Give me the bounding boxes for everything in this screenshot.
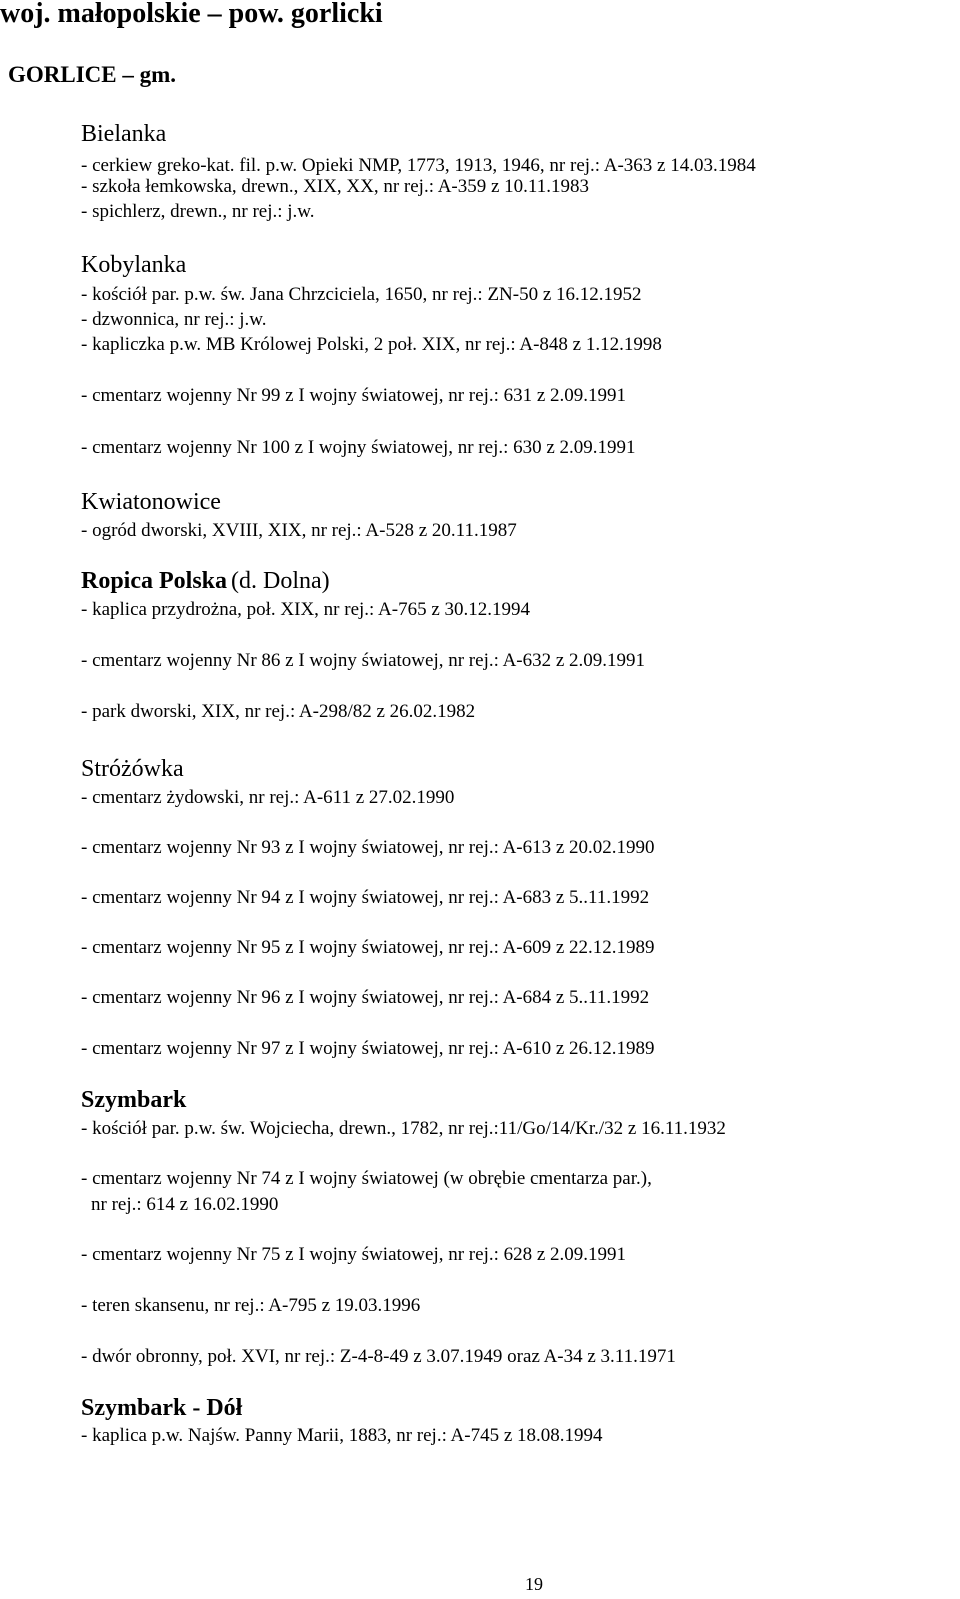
list-item: - cmentarz wojenny Nr 99 z I wojny światowej, nr rej.: 631 z 2.09.1991: [81, 385, 627, 406]
place-name: Ropica Polska: [81, 568, 228, 594]
list-item: - kościół par. p.w. św. Jana Chrzciciela, 1650, nr rej.: ZN-50 z 16.12.1952: [81, 284, 642, 305]
place-heading-strozowka: Stróżówka: [81, 756, 184, 782]
list-item: - cmentarz wojenny Nr 97 z I wojny światowej, nr rej.: A-610 z 26.12.1989: [81, 1038, 655, 1059]
place-heading-szymbark-dol: Szymbark - Dół: [81, 1395, 243, 1421]
list-item: - spichlerz, drewn., nr rej.: j.w.: [81, 201, 315, 222]
list-item: - kaplica przydrożna, poł. XIX, nr rej.: A-765 z 30.12.1994: [81, 599, 531, 620]
list-item: - park dworski, XIX, nr rej.: A-298/82 z 26.02.1982: [81, 701, 476, 722]
list-item: - teren skansenu, nr rej.: A-795 z 19.03.1996: [81, 1295, 421, 1316]
list-item: - cmentarz wojenny Nr 74 z I wojny światowej (w obrębie cmentarza par.),: [81, 1168, 652, 1189]
list-item: - dzwonnica, nr rej.: j.w.: [81, 309, 267, 330]
place-name-suffix: (d. Dolna): [231, 568, 330, 594]
list-item: - cmentarz wojenny Nr 94 z I wojny światowej, nr rej.: A-683 z 5..11.1992: [81, 887, 650, 908]
page-number: 19: [525, 1574, 543, 1594]
place-heading-kobylanka: Kobylanka: [81, 252, 187, 278]
list-item: - dwór obronny, poł. XVI, nr rej.: Z-4-8-49 z 3.07.1949 oraz A-34 z 3.11.1971: [81, 1346, 676, 1367]
list-item: - cmentarz wojenny Nr 86 z I wojny światowej, nr rej.: A-632 z 2.09.1991: [81, 650, 646, 671]
list-item: - cmentarz wojenny Nr 96 z I wojny światowej, nr rej.: A-684 z 5..11.1992: [81, 987, 650, 1008]
region-heading: woj. małopolskie – pow. gorlicki: [0, 0, 383, 29]
place-heading-bielanka: Bielanka: [81, 121, 167, 147]
list-item: - kościół par. p.w. św. Wojciecha, drewn., 1782, nr rej.:11/Go/14/Kr./32 z 16.11.1932: [81, 1118, 726, 1139]
place-heading-kwiatonowice: Kwiatonowice: [81, 489, 221, 515]
list-item: - kapliczka p.w. MB Królowej Polski, 2 poł. XIX, nr rej.: A-848 z 1.12.1998: [81, 334, 662, 355]
place-heading-ropica: [81, 568, 330, 595]
place-heading-szymbark: Szymbark: [81, 1087, 187, 1113]
list-item: - cmentarz wojenny Nr 95 z I wojny światowej, nr rej.: A-609 z 22.12.1989: [81, 937, 655, 958]
list-item: - ogród dworski, XVIII, XIX, nr rej.: A-528 z 20.11.1987: [81, 520, 517, 541]
commune-heading: GORLICE – gm.: [8, 62, 177, 87]
list-item: - cerkiew greko-kat. fil. p.w. Opieki NMP, 1773, 1913, 1946, nr rej.: A-363 z 14.03.1984: [81, 155, 756, 176]
list-item: - cmentarz żydowski, nr rej.: A-611 z 27.02.1990: [81, 787, 455, 808]
list-item: - kaplica p.w. Najśw. Panny Marii, 1883, nr rej.: A-745 z 18.08.1994: [81, 1425, 603, 1446]
list-item: - cmentarz wojenny Nr 75 z I wojny światowej, nr rej.: 628 z 2.09.1991: [81, 1244, 627, 1265]
list-item: - cmentarz wojenny Nr 100 z I wojny światowej, nr rej.: 630 z 2.09.1991: [81, 437, 636, 458]
list-item: - szkoła łemkowska, drewn., XIX, XX, nr rej.: A-359 z 10.11.1983: [81, 176, 589, 197]
list-item-continuation: nr rej.: 614 z 16.02.1990: [91, 1194, 279, 1215]
list-item: - cmentarz wojenny Nr 93 z I wojny światowej, nr rej.: A-613 z 20.02.1990: [81, 837, 655, 858]
